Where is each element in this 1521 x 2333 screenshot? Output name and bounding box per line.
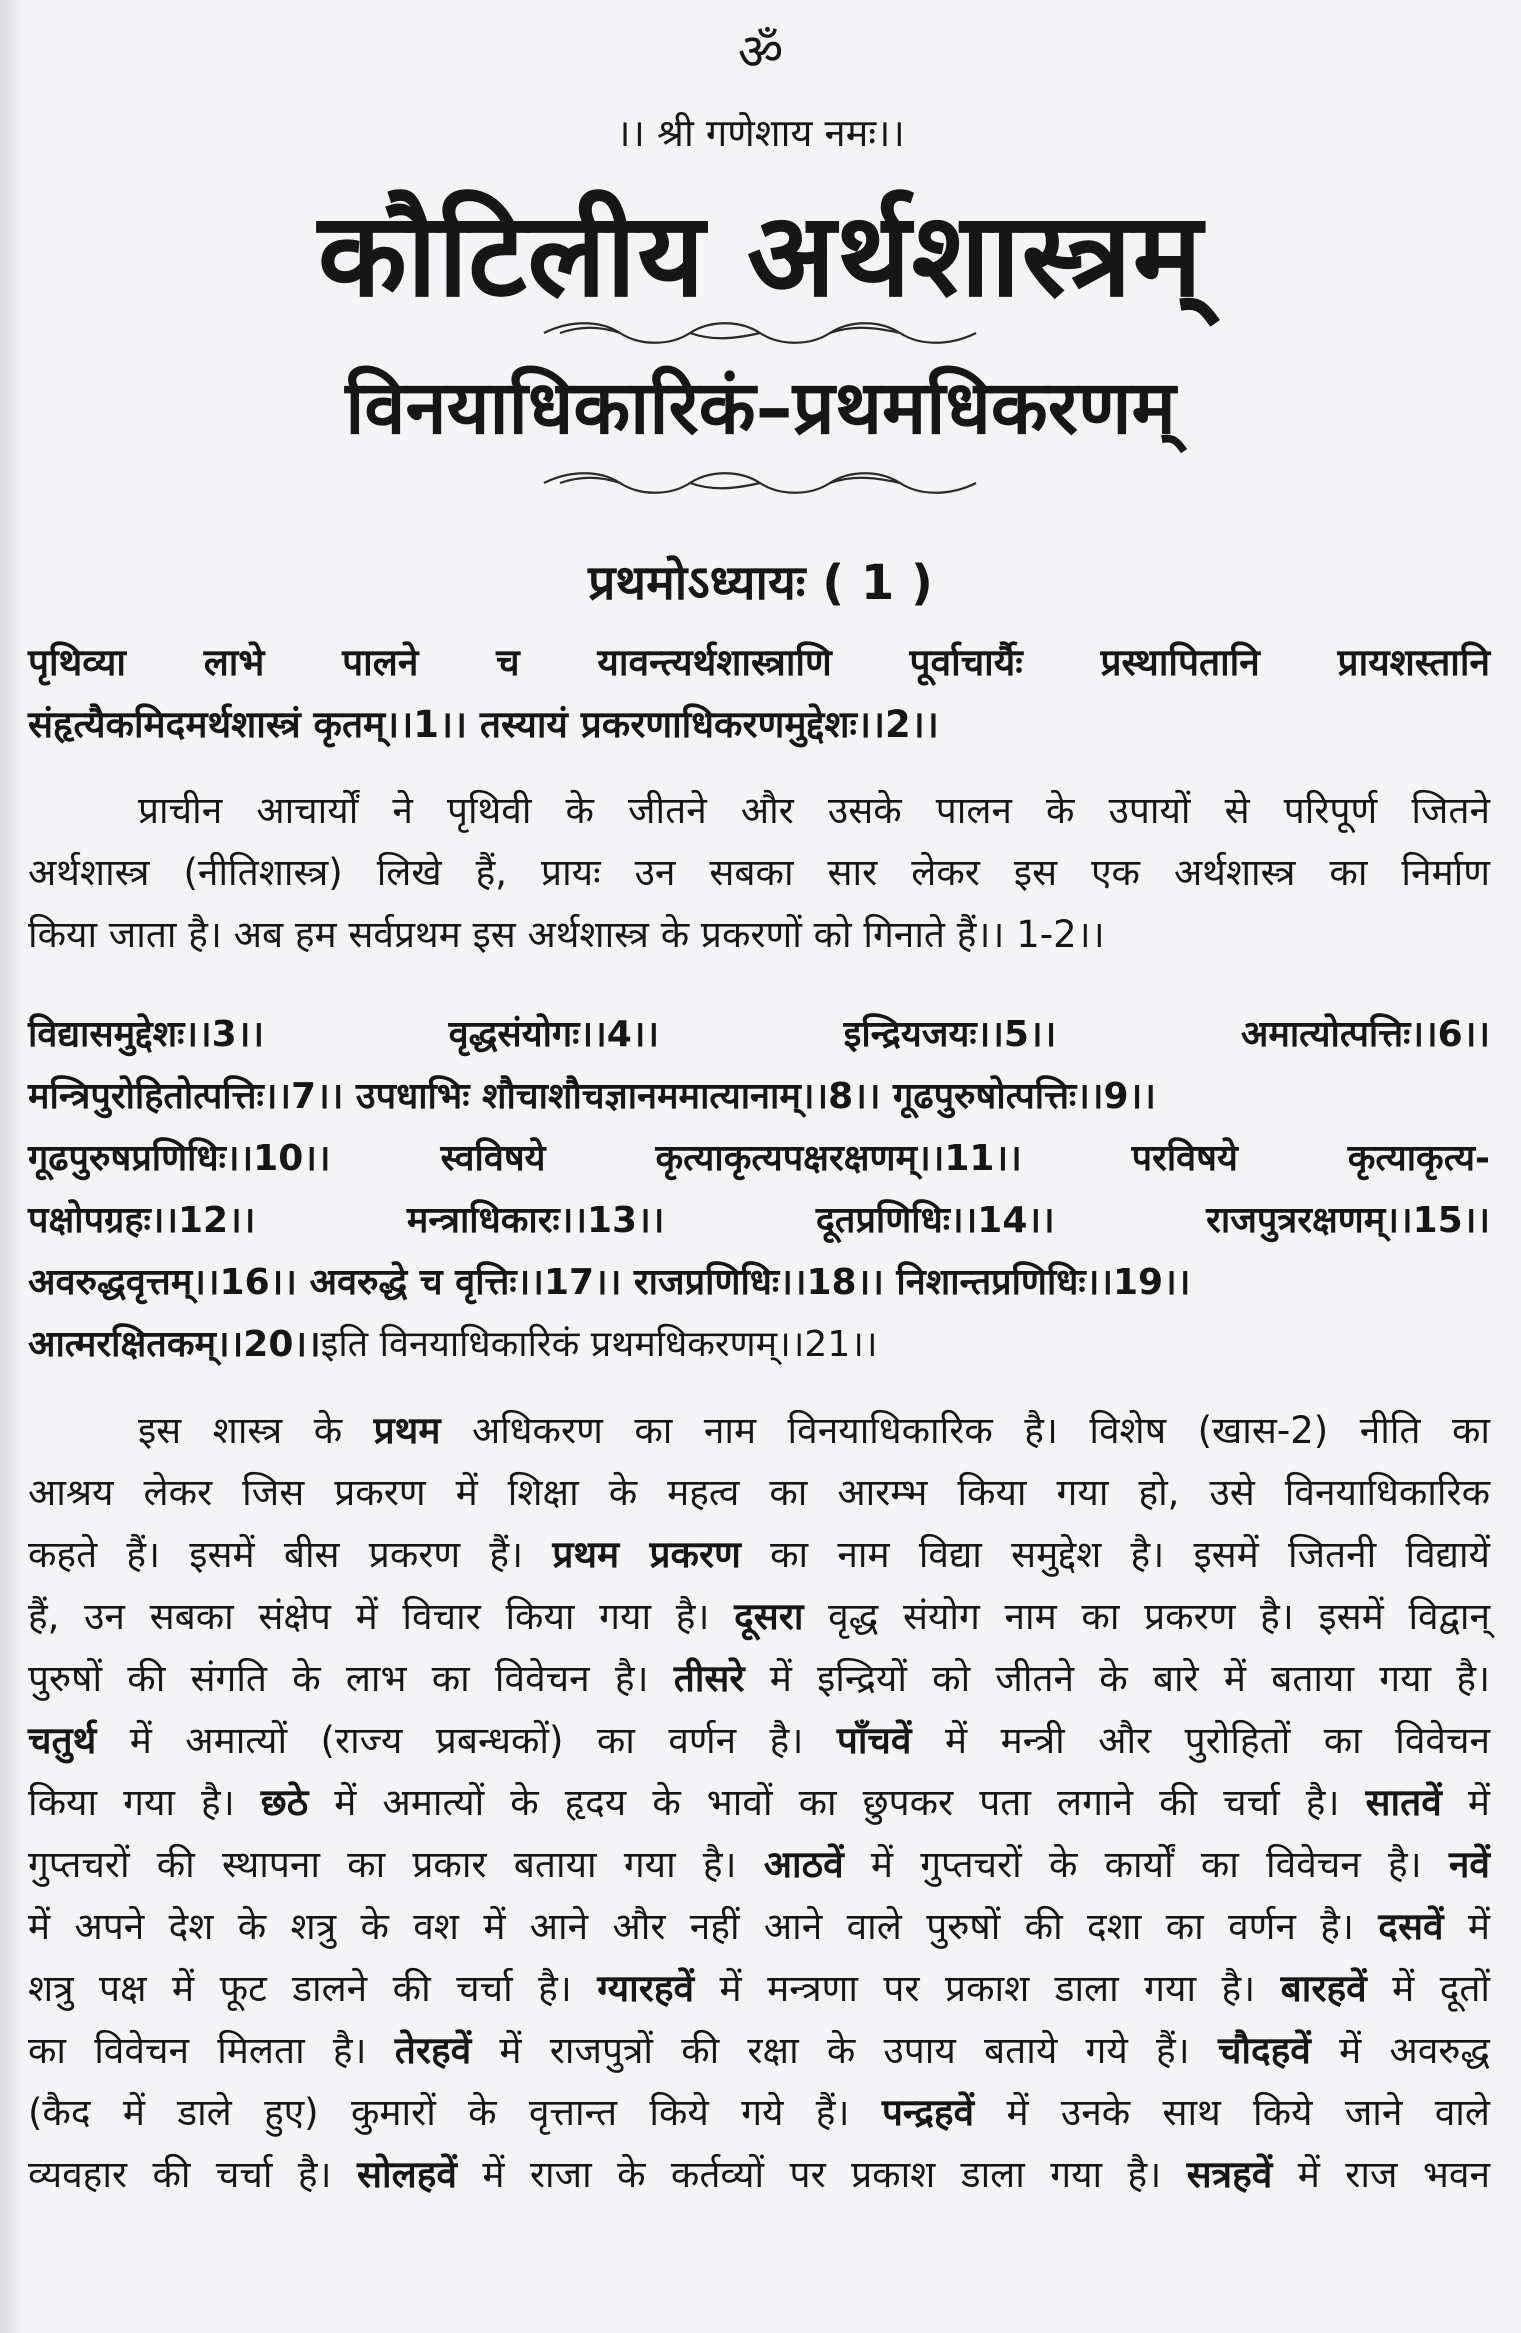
list-entry: मन्त्रिपुरोहितोत्पत्तिः।।7।। उपधाभिः शौचाशौचज्ञानममात्यानाम्।।8।। गूढपुरुषोत्पत्तिः।।9।। bbox=[28, 1076, 1156, 1117]
paragraph-line bbox=[28, 2082, 1490, 2144]
text-run: का विवेचन मिलता है। bbox=[28, 2029, 395, 2072]
text-run: अधिकरण का नाम विनयाधिकारिक है। विशेष (खास-2) नीति का bbox=[440, 1409, 1490, 1452]
text-run: (कैद में डाले हुए) कुमारों के वृत्तान्त किये गये हैं। bbox=[28, 2091, 882, 2134]
bold-term: छठे bbox=[260, 1781, 309, 1824]
bold-term: नवें bbox=[1448, 1843, 1490, 1886]
hindi-translation-1 bbox=[28, 780, 1490, 966]
paragraph-line bbox=[28, 1772, 1490, 1834]
paragraph-line bbox=[28, 1400, 1490, 1462]
list-entry: गूढपुरुषप्रणिधिः।।10।। bbox=[28, 1138, 331, 1179]
bold-term: दसवें bbox=[1378, 1905, 1444, 1948]
list-row bbox=[28, 1066, 1490, 1128]
text-run: वृद्ध संयोग नाम का प्रकरण है। इसमें विद्वान् bbox=[803, 1595, 1490, 1638]
list-row bbox=[28, 1128, 1490, 1190]
list-entry: परविषये bbox=[1131, 1138, 1238, 1179]
text-run: में दूतों bbox=[1366, 1967, 1491, 2010]
text-run: में अमात्यों के हृदय के भावों का छुपकर पता लगाने की चर्चा है। bbox=[308, 1781, 1366, 1824]
text-run: हैं, उन सबका संक्षेप में विचार किया गया है। bbox=[28, 1595, 735, 1638]
text-run: में मन्त्रणा पर प्रकाश डाला गया है। bbox=[694, 1967, 1281, 2010]
text-run: कहते हैं। इसमें बीस प्रकरण हैं। bbox=[28, 1533, 553, 1576]
text-run: आश्रय लेकर जिस प्रकरण में शिक्षा के महत्व का आरम्भ किया गया हो, उसे विनयाधिकारिक bbox=[28, 1471, 1490, 1514]
paragraph-line bbox=[28, 1648, 1490, 1710]
list-entry: अवरुद्धवृत्तम्।।16।। अवरुद्धे च वृत्तिः।।17।। राजप्रणिधिः।।18।। निशान्तप्रणिधिः।।19।। bbox=[28, 1262, 1191, 1303]
bold-term: ग्यारहवें bbox=[597, 1967, 695, 2010]
om-symbol: ॐ bbox=[737, 23, 784, 81]
bold-term: सत्रहवें bbox=[1186, 2153, 1273, 2196]
paragraph-line bbox=[28, 2020, 1490, 2082]
ornament-divider-bottom bbox=[540, 466, 980, 500]
paragraph-line bbox=[28, 1710, 1490, 1772]
list-entry: कृत्याकृत्यपक्षरक्षणम्।।11।। bbox=[655, 1138, 1022, 1179]
text-run: में अपने देश के शत्रु के वश में आने और नहीं आने वाले पुरुषों की दशा का वर्णन है। bbox=[28, 1905, 1379, 1948]
bold-term: प्रथम प्रकरण bbox=[552, 1533, 741, 1576]
list-entry: विद्यासमुद्देशः।।3।। bbox=[28, 1014, 265, 1055]
bold-term: चौदहवें bbox=[1217, 2029, 1311, 2072]
paragraph-line bbox=[28, 1586, 1490, 1648]
list-entry: अमात्योत्पत्तिः।।6।। bbox=[1240, 1014, 1490, 1055]
text-run: पुरुषों की संगति के लाभ का विवेचन है। bbox=[28, 1657, 674, 1700]
verse-line: संहृत्यैकमिदमर्थशास्त्रं कृतम्।।1।। तस्यायं प्रकरणाधिकरणमुद्देशः।।2।। bbox=[28, 703, 939, 746]
hindi-explanation bbox=[28, 1400, 1490, 2206]
invocation-line: ।। श्री गणेशाय नमः।। bbox=[616, 111, 905, 155]
bold-term: सोलहवें bbox=[357, 2153, 457, 2196]
list-entry: पक्षोपग्रहः।।12।। bbox=[28, 1200, 256, 1241]
prakarana-list bbox=[28, 1004, 1490, 1376]
list-entry: मन्त्राधिकारः।।13।। bbox=[406, 1200, 665, 1241]
translation-line: अर्थशास्त्र (नीतिशास्त्र) लिखे हैं, प्रायः उन सबका सार लेकर इस एक अर्थशास्त्र का निर्माण bbox=[28, 851, 1490, 894]
text-run: में bbox=[1441, 1781, 1491, 1824]
paragraph-line bbox=[28, 1524, 1490, 1586]
bold-term: सातवें bbox=[1365, 1781, 1442, 1824]
text-run: में राजपुत्रों की रक्षा के उपाय बताये गये हैं। bbox=[471, 2029, 1218, 2072]
list-row bbox=[28, 1004, 1490, 1066]
text-run: व्यवहार की चर्चा है। bbox=[28, 2153, 358, 2196]
list-row bbox=[28, 1252, 1490, 1314]
ornament-divider-top bbox=[540, 316, 980, 350]
bold-term: पाँचवें bbox=[836, 1719, 912, 1762]
list-entry: राजपुत्ररक्षणम्।।15।। bbox=[1206, 1200, 1490, 1241]
list-entry: इन्द्रियजयः।।5।। bbox=[843, 1014, 1057, 1055]
list-row bbox=[28, 1314, 1490, 1376]
list-entry: स्वविषये bbox=[440, 1138, 546, 1179]
list-entry: कृत्याकृत्य- bbox=[1347, 1138, 1490, 1179]
paragraph-line bbox=[28, 1958, 1490, 2020]
list-row bbox=[28, 1190, 1490, 1252]
bold-term: तीसरे bbox=[673, 1657, 745, 1700]
bold-term: आठवें bbox=[763, 1843, 844, 1886]
bold-term: प्रथम bbox=[373, 1409, 441, 1452]
chapter-heading: प्रथमोऽध्यायः ( 1 ) bbox=[588, 555, 933, 611]
text-run: में उनके साथ किये जाने वाले bbox=[974, 2091, 1490, 2134]
text-run: में राज भवन bbox=[1272, 2153, 1491, 2196]
text-run: में गुप्तचरों के कार्यों का विवेचन है। bbox=[843, 1843, 1449, 1886]
text-run: में मन्त्री और पुरोहितों का विवेचन bbox=[911, 1719, 1490, 1762]
section-title: विनयाधिकारिकं–प्रथमधिकरणम् bbox=[345, 365, 1176, 451]
text-run: में अमात्यों (राज्य प्रबन्धकों) का वर्णन है। bbox=[96, 1719, 837, 1762]
list-entry: इति विनयाधिकारिकं प्रथमधिकरणम्।।21।। bbox=[320, 1324, 878, 1365]
bold-term: बारहवें bbox=[1280, 1967, 1367, 2010]
text-run: में अवरुद्ध bbox=[1310, 2029, 1490, 2072]
paragraph-line bbox=[28, 1834, 1490, 1896]
list-entry: दूतप्रणिधिः।।14।। bbox=[815, 1200, 1055, 1241]
text-run: इस शास्त्र के bbox=[138, 1409, 374, 1452]
text-run: शत्रु पक्ष में फूट डालने की चर्चा है। bbox=[28, 1967, 598, 2010]
list-entry: आत्मरक्षितकम्।।20।। bbox=[28, 1324, 321, 1365]
list-entry: वृद्धसंयोगः।।4।। bbox=[448, 1014, 660, 1055]
bold-term: तेरहवें bbox=[394, 2029, 472, 2072]
paragraph-line bbox=[28, 1896, 1490, 1958]
paragraph-line bbox=[28, 2144, 1490, 2206]
text-run: में राजा के कर्तव्यों पर प्रकाश डाला गया है। bbox=[456, 2153, 1187, 2196]
text-run: में इन्द्रियों को जीतने के बारे में बताया गया है। bbox=[744, 1657, 1490, 1700]
text-run: किया गया है। bbox=[28, 1781, 261, 1824]
text-run: का नाम विद्या समुद्देश है। इसमें जितनी विद्यायें bbox=[740, 1533, 1490, 1576]
paragraph-line bbox=[28, 1462, 1490, 1524]
bold-term: दूसरा bbox=[734, 1595, 804, 1638]
bold-term: चतुर्थ bbox=[28, 1719, 97, 1762]
verse-line: पृथिव्या लाभे पालने च यावन्त्यर्थशास्त्राणि पूर्वाचार्यैः प्रस्थापितानि प्रायशस्तानि bbox=[28, 641, 1490, 684]
bold-term: पन्द्रहवें bbox=[881, 2091, 975, 2134]
sanskrit-verse-1 bbox=[28, 632, 1490, 756]
book-title: कौटिलीय अर्थशास्त्रम् bbox=[317, 188, 1204, 323]
translation-line: किया जाता है। अब हम सर्वप्रथम इस अर्थशास्त्र के प्रकरणों को गिनाते हैं।। 1-2।। bbox=[28, 913, 1105, 956]
text-run: गुप्तचरों की स्थापना का प्रकार बताया गया है। bbox=[28, 1843, 764, 1886]
text-run: में bbox=[1443, 1905, 1491, 1948]
translation-line: प्राचीन आचार्यों ने पृथिवी के जीतने और उसके पालन के उपायों से परिपूर्ण जितने bbox=[138, 789, 1490, 832]
